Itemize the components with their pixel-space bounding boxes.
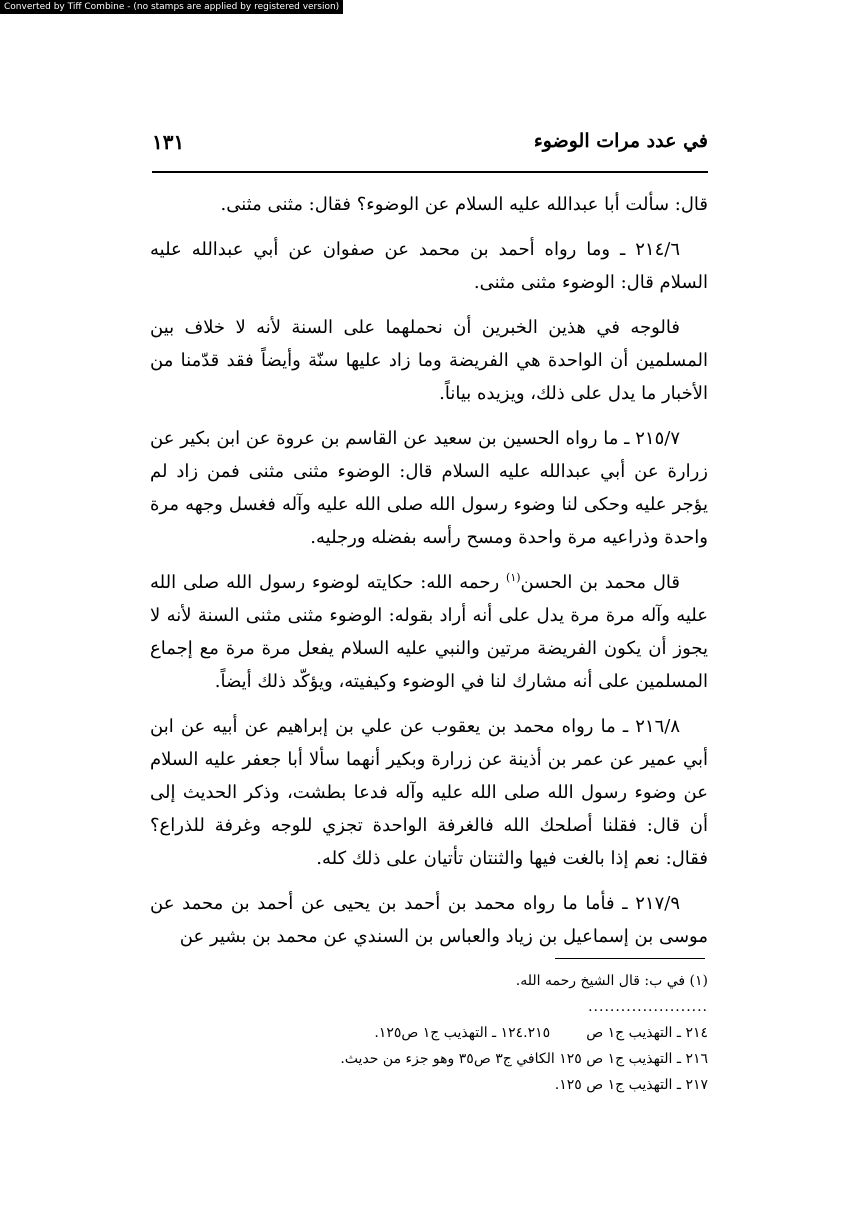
running-title: في عدد مرات الوضوء xyxy=(533,130,708,152)
footnote-rule xyxy=(555,958,705,959)
paragraph-hadith-216: ٢١٦/٨ ـ ما رواه محمد بن يعقوب عن علي بن إبراهيم عن أبيه عن ابن أبي عمير عن عمر بن أذينة عن زرارة وبكير أنهما سألا أبا جعفر عليه السلام عن وضوء رسول الله صلى الله عليه وآله فدعا بطشت، وذكر الحديث إلى أن قال: فقلنا أصلحك الله فالغرفة الواحدة تجزي للوجه وغرفة للذراع؟ فقال: نعم إذا بالغت فيها والثنتان تأتيان على ذلك كله. xyxy=(150,716,708,869)
footnote-reference: (١) xyxy=(506,571,521,584)
source-215: ٢١٥ ـ التهذيب ج١ ص١٢٥. xyxy=(374,1025,551,1041)
converter-banner: Converted by Tiff Combine - (no stamps are applied by registered version) xyxy=(0,0,343,14)
source-214: ٢١٤ ـ التهذيب ج١ ص١٢٤. xyxy=(500,1025,708,1041)
paragraph-author-comment xyxy=(150,566,708,698)
source-references-214-215 xyxy=(150,1020,708,1046)
header-rule xyxy=(152,171,708,173)
main-text xyxy=(150,188,708,965)
paragraph-explanation: فالوجه في هذين الخبرين أن نحملهما على السنة لأنه لا خلاف بين المسلمين أن الواحدة هي الفريضة وما زاد عليها سنّة وأيضاً فقد قدّمنا من الأخبار ما يدل على ذلك، ويزيده بياناً. xyxy=(150,317,708,404)
footnotes xyxy=(150,968,708,1098)
author-comment-after-note: رحمه الله: حكايته لوضوء رسول الله صلى الله xyxy=(150,572,507,593)
source-216: ٢١٦ ـ التهذيب ج١ ص ١٢٥ الكافي ج٣ ص٣٥ وهو جزء من حديث. xyxy=(340,1051,708,1067)
paragraph-hadith-214: ٢١٤/٦ ـ وما رواه أحمد بن محمد عن صفوان عن أبي عبدالله عليه السلام قال: الوضوء مثنى مثنى. xyxy=(150,239,708,293)
author-comment-lead: قال محمد بن الحسن xyxy=(520,572,681,593)
footnote-separator-dots: ...................... xyxy=(588,999,708,1015)
paragraph-hadith-215: ٢١٥/٧ ـ ما رواه الحسين بن سعيد عن القاسم بن عروة عن ابن بكير عن زرارة عن أبي عبدالله عليه السلام قال: الوضوء مثنى مثنى فمن زاد لم يؤجر عليه وحكى لنا وضوء رسول الله صلى الله عليه وآله فغسل وجهه مرة واحدة وذراعيه مرة واحدة ومسح رأسه بفضله ورجليه. xyxy=(150,428,708,548)
page-header xyxy=(152,124,708,164)
source-217: ٢١٧ ـ التهذيب ج١ ص ١٢٥. xyxy=(554,1077,708,1093)
paragraph-hadith-217: ٢١٧/٩ ـ فأما ما رواه محمد بن أحمد بن يحيى عن أحمد بن محمد عن موسى بن إسماعيل بن زياد والعباس بن السندي عن محمد بن بشير عن xyxy=(150,893,708,947)
paragraph-1: قال: سألت أبا عبدالله عليه السلام عن الوضوء؟ فقال: مثنى مثنى. xyxy=(220,194,708,215)
author-comment-rest: عليه وآله مرة مرة يدل على أنه أراد بقوله: الوضوء مثنى مثنى السنة لأنه لا يجوز أن يكون الفريضة مرتين والنبي عليه السلام يفعل مرة مرة مع إجماع المسلمين على أنه مشارك لنا في الوضوء وكيفيته، ويؤكّد ذلك أيضاً. xyxy=(150,605,708,692)
footnote-1: (١) في ب: قال الشيخ رحمه الله. xyxy=(515,973,708,989)
page-number: ١٣١ xyxy=(152,130,185,154)
